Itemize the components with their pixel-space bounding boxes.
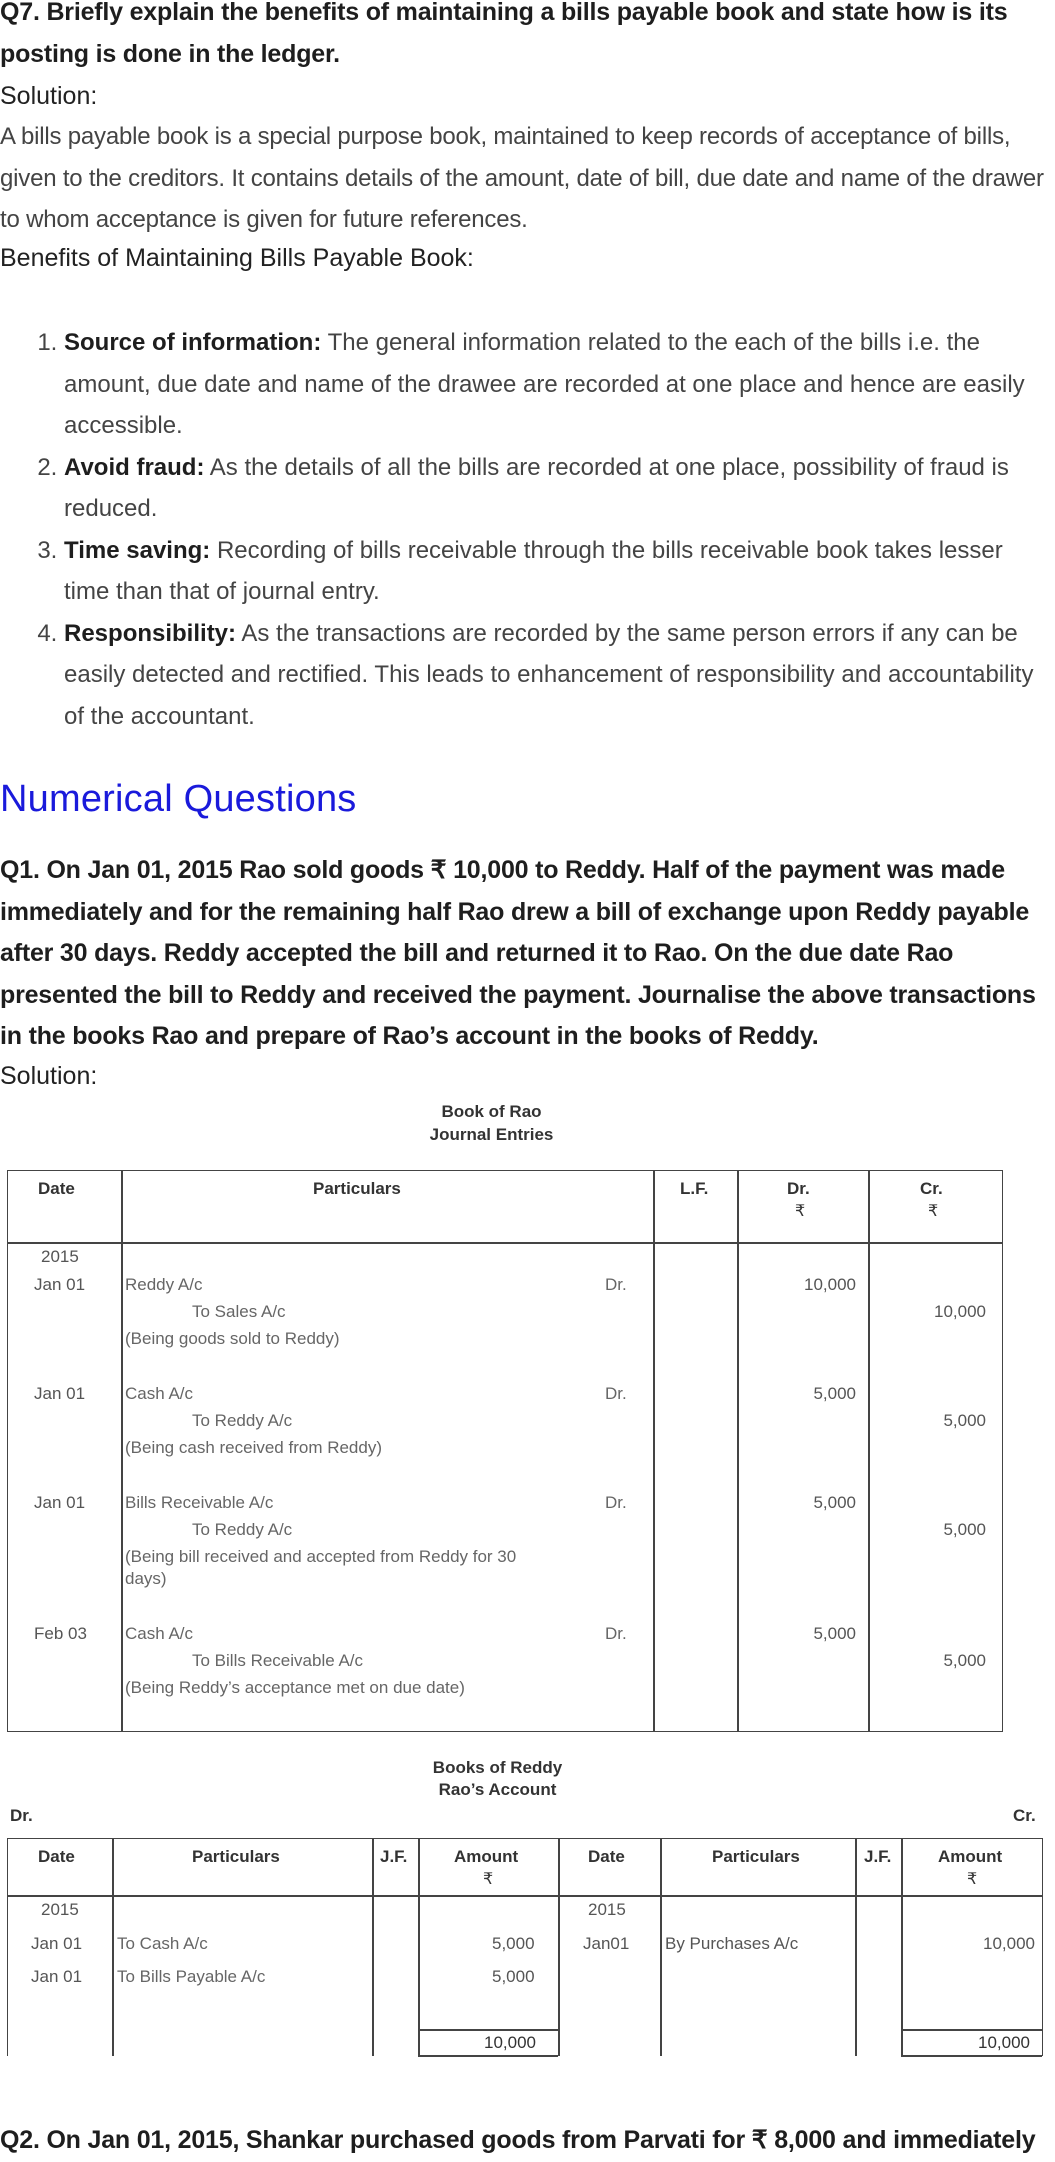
ledger-right-amount: 10,000 (983, 1934, 1035, 1953)
ledger-dr-label: Dr. (10, 1806, 33, 1825)
ledger-right-date: Jan01 (583, 1934, 630, 1953)
q7-intro: A bills payable book is a special purpose book, maintained to keep records of acceptance of bills, given to the creditors. It contains details of the amount, date of bill, due date and name of the drawer to whom acceptance is given for future references. (0, 123, 1044, 233)
ledger-left-year: 2015 (41, 1900, 79, 1919)
q7-question: Q7. Briefly explain the benefits of maintaining a bills payable book and state how is its posting is done in the ledger. (0, 0, 1008, 68)
ledger-left-date: Jan 01 (31, 1967, 83, 1986)
journal-header-dr: Dr. (787, 1179, 810, 1198)
journal-debit-account: Reddy A/c (125, 1275, 203, 1294)
journal-narration: (Being Reddy’s acceptance met on due date) (125, 1678, 465, 1697)
benefit-text: As the transactions are recorded by the same person errors if any can be easily detected and rectified. This leads to enhancement of responsibility and accountability of the accountant. (64, 619, 1034, 730)
journal-year: 2015 (41, 1247, 79, 1266)
ledger-right-particulars: By Purchases A/c (665, 1934, 799, 1953)
journal-cr-amount: 10,000 (934, 1302, 986, 1321)
journal-entry-date: Jan 01 (34, 1384, 86, 1403)
journal-debit-account: Bills Receivable A/c (125, 1493, 274, 1512)
journal-cr-amount: 5,000 (943, 1520, 986, 1539)
journal-cr-amount: 5,000 (943, 1411, 986, 1430)
journal-cr-amount: 5,000 (943, 1651, 986, 1670)
ledger-header-jf: J.F. (864, 1847, 892, 1866)
journal-narration-cont: days) (125, 1569, 167, 1588)
ledger-left-particulars: To Bills Payable A/c (117, 1967, 266, 1986)
journal-entry-date: Jan 01 (34, 1275, 86, 1294)
journal-narration: (Being bill received and accepted from Reddy for 30 (125, 1547, 517, 1566)
benefit-title: Avoid fraud: (64, 453, 205, 481)
benefit-item (64, 322, 1054, 447)
journal-credit-account: To Reddy A/c (192, 1411, 293, 1430)
journal-dr-mark: Dr. (605, 1384, 627, 1403)
journal-caption-title: Journal Entries (429, 1125, 554, 1144)
ledger-left-date: Jan 01 (31, 1934, 83, 1953)
journal-dr-amount: 5,000 (813, 1493, 856, 1512)
journal-header-particulars: Particulars (313, 1179, 401, 1198)
ledger-caption-book: Books of Reddy (432, 1758, 563, 1777)
journal-header-cr: Cr. (920, 1179, 943, 1198)
benefit-item (64, 530, 1054, 613)
ledger-right-year: 2015 (588, 1900, 626, 1919)
journal-caption-book: Book of Rao (441, 1102, 542, 1121)
ledger-header-date: Date (38, 1847, 75, 1866)
benefit-item (64, 613, 1054, 738)
ledger-left-total: 10,000 (484, 2033, 536, 2052)
ledger-right-total: 10,000 (978, 2033, 1030, 2052)
q7-solution-label: Solution: (0, 82, 98, 110)
benefit-title: Source of information: (64, 329, 322, 356)
journal-header-date: Date (38, 1179, 75, 1198)
journal-table (7, 1170, 1003, 1732)
q2-question: Q2. On Jan 01, 2015, Shankar purchased goods from Parvati for ₹ 8,000 and immediately (0, 2126, 1036, 2154)
benefit-text: As the details of all the bills are recorded at one place, possibility of fraud is reduced. (64, 453, 1009, 522)
benefits-list (0, 322, 1054, 737)
journal-dr-mark: Dr. (605, 1624, 627, 1643)
ledger-cr-label: Cr. (1013, 1806, 1036, 1825)
journal-dr-mark: Dr. (605, 1275, 627, 1294)
ledger-header-currency: ₹ (483, 1871, 494, 1888)
ledger-header-amount: Amount (454, 1847, 519, 1866)
journal-dr-mark: Dr. (605, 1493, 627, 1512)
ledger-left-particulars: To Cash A/c (117, 1934, 208, 1953)
journal-entry-date: Jan 01 (34, 1493, 86, 1512)
journal-credit-account: To Bills Receivable A/c (192, 1651, 364, 1670)
q1-question: Q1. On Jan 01, 2015 Rao sold goods ₹ 10,000 to Reddy. Half of the payment was made immediately and for the remaining half Rao drew a bill of exchange upon Reddy payable after 30 days. Reddy accepted the bill and returned it to Rao. On the due date Rao presented the bill to Reddy and received the payment. Journalise the above transactions in the books Rao and prepare of Rao’s account in the books of Reddy. (0, 856, 1036, 1050)
ledger-left-amount: 5,000 (492, 1967, 535, 1986)
journal-credit-account: To Reddy A/c (192, 1520, 293, 1539)
ledger-header-amount: Amount (938, 1847, 1003, 1866)
journal-dr-amount: 10,000 (804, 1275, 856, 1294)
ledger-header-date: Date (588, 1847, 625, 1866)
q1-solution-label: Solution: (0, 1062, 98, 1090)
journal-debit-account: Cash A/c (125, 1624, 194, 1643)
ledger-left-amount: 5,000 (492, 1934, 535, 1953)
ledger-header-particulars: Particulars (192, 1847, 280, 1866)
journal-narration: (Being goods sold to Reddy) (125, 1329, 340, 1348)
journal-narration: (Being cash received from Reddy) (125, 1438, 383, 1457)
benefit-item (64, 447, 1054, 530)
journal-header-dr-currency: ₹ (795, 1203, 806, 1220)
ledger-table (7, 1838, 1043, 2056)
journal-debit-account: Cash A/c (125, 1384, 194, 1403)
benefit-title: Time saving: (64, 536, 211, 564)
ledger-caption-title: Rao’s Account (438, 1780, 557, 1799)
journal-dr-amount: 5,000 (813, 1384, 856, 1403)
benefit-text: Recording of bills receivable through the bills receivable book takes lesser time than that of journal entry. (64, 536, 1003, 605)
numerical-questions-heading: Numerical Questions (0, 778, 357, 820)
benefit-text: The general information related to the each of the bills i.e. the amount, due date and name of the drawee are recorded at one place and hence are easily accessible. (64, 329, 1025, 439)
journal-dr-amount: 5,000 (813, 1624, 856, 1643)
ledger-header-particulars: Particulars (712, 1847, 800, 1866)
journal-header-cr-currency: ₹ (928, 1203, 939, 1220)
benefits-heading: Benefits of Maintaining Bills Payable Book: (0, 244, 474, 272)
journal-credit-account: To Sales A/c (192, 1302, 286, 1321)
journal-entry-date: Feb 03 (34, 1624, 87, 1643)
ledger-header-jf: J.F. (380, 1847, 408, 1866)
ledger-header-currency: ₹ (967, 1871, 978, 1888)
journal-header-lf: L.F. (680, 1179, 709, 1198)
benefit-title: Responsibility: (64, 619, 237, 647)
